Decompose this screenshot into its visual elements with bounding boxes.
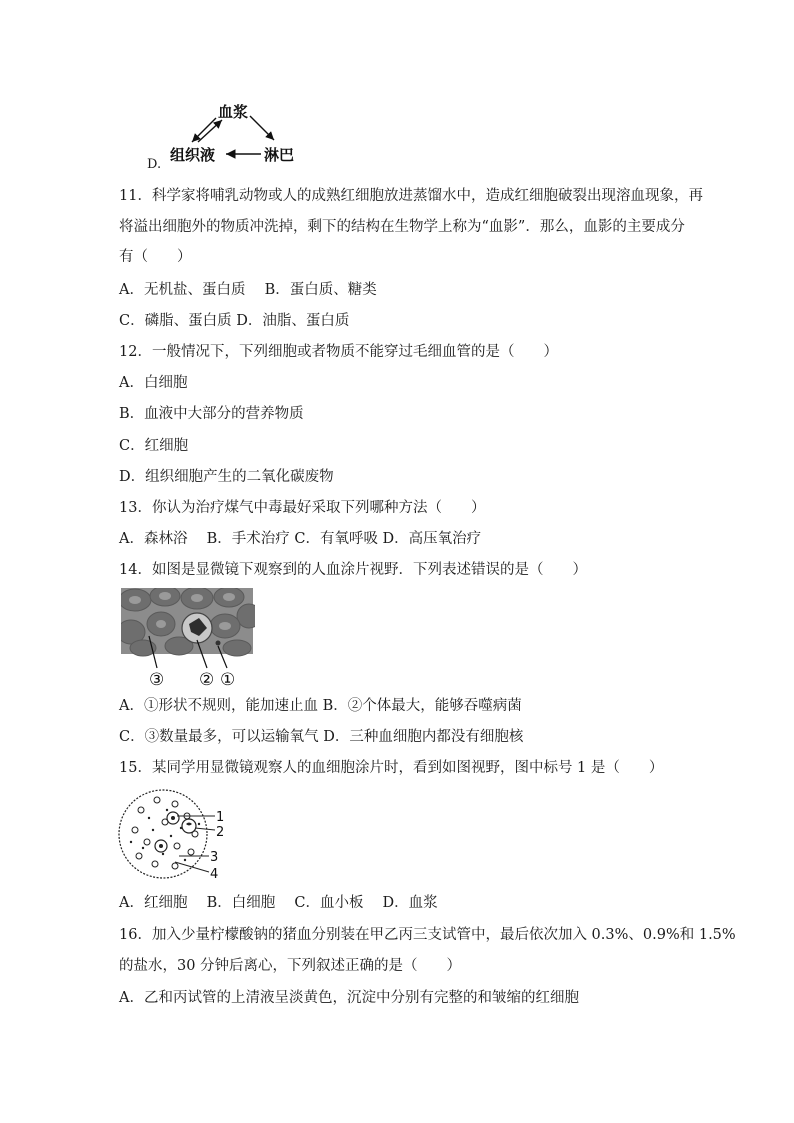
platelet — [216, 641, 221, 646]
q12-option-d: D．组织细胞产生的二氧化碳废物 — [119, 469, 334, 485]
fig15-label-2: 2 — [216, 825, 225, 840]
q11-stem-line-2: 将溢出细胞外的物质冲洗掉，剩下的结构在生物学上称为“血影”．那么，血影的主要成分 — [119, 219, 685, 235]
q11-options-ab: A．无机盐、蛋白质 B．蛋白质、糖类 — [119, 282, 377, 298]
arrow-plasma-to-tissue — [192, 118, 216, 142]
q11-options-cd: C．磷脂、蛋白质 D．油脂、蛋白质 — [119, 313, 350, 329]
fig14-label-3: ③ — [149, 670, 165, 688]
q16-stem-line-1: 16．加入少量柠檬酸钠的猪血分别装在甲乙丙三支试管中，最后依次加入 0.3%、0.9%和 1.5% — [119, 927, 736, 943]
q15-options: A．红细胞 B．白细胞 C．血小板 D．血浆 — [119, 895, 438, 911]
q12-option-c: C．红细胞 — [119, 438, 189, 454]
q13-stem: 13．你认为治疗煤气中毒最好采取下列哪种方法（ ） — [119, 500, 486, 516]
q12-option-b: B．血液中大部分的营养物质 — [119, 406, 304, 422]
q13-options: A．森林浴 B．手术治疗 C．有氧呼吸 D．高压氧治疗 — [119, 531, 482, 547]
fig15-label-1: 1 — [216, 810, 225, 825]
q11-stem-line-1: 11．科学家将哺乳动物或人的成熟红细胞放进蒸馏水中，造成红细胞破裂出现溶血现象，再 — [119, 188, 703, 204]
q12-stem: 12．一般情况下，下列细胞或者物质不能穿过毛细血管的是（ ） — [119, 344, 558, 360]
q11-stem-line-3: 有（ ） — [119, 249, 192, 265]
option-d-label: D. — [147, 157, 162, 172]
node-plasma: 血浆 — [218, 103, 249, 121]
blood-smear-figure — [121, 588, 255, 688]
q14-stem: 14．如图是显微镜下观察到的人血涂片视野．下列表述错误的是（ ） — [119, 562, 587, 578]
q12-option-a: A．白细胞 — [119, 375, 188, 391]
arrow-plasma-to-lymph — [250, 116, 274, 140]
node-tissue-fluid: 组织液 — [170, 146, 216, 164]
microscope-field-figure — [117, 786, 233, 886]
q14-options-ab: A．①形状不规则，能加速止血 B．②个体最大，能够吞噬病菌 — [119, 698, 522, 714]
q16-option-a: A．乙和丙试管的上清液呈淡黄色，沉淀中分别有完整的和皱缩的红细胞 — [119, 990, 579, 1006]
node-lymph: 淋巴 — [264, 146, 295, 164]
fig14-label-1: ① — [220, 670, 236, 688]
q14-options-cd: C．③数量最多，可以运输氧气 D．三种血细胞内都没有细胞核 — [119, 729, 524, 745]
fig15-label-4: 4 — [210, 867, 219, 882]
fig15-label-3: 3 — [210, 850, 219, 865]
blood-plasma-lymph-diagram — [168, 98, 308, 168]
fig14-label-2: ② — [199, 670, 215, 688]
q15-stem: 15．某同学用显微镜观察人的血细胞涂片时，看到如图视野，图中标号 1 是（ ） — [119, 760, 664, 776]
q16-stem-line-2: 的盐水，30 分钟后离心，下列叙述正确的是（ ） — [119, 958, 462, 974]
